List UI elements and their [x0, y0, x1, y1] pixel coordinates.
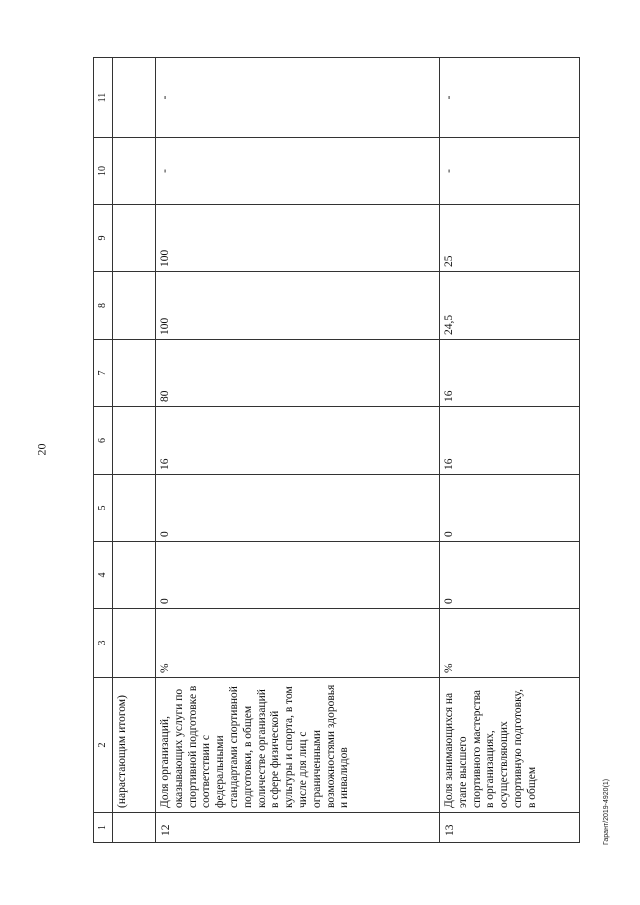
column-number: 7 [94, 340, 113, 407]
column-number: 9 [94, 205, 113, 272]
value-cell: 24,5 [440, 272, 580, 340]
value-cell: 80 [156, 340, 440, 407]
unit-cell: % [440, 609, 580, 678]
value-cell: 25 [440, 205, 580, 272]
value-cell: 100 [156, 272, 440, 340]
row-number: 12 [156, 813, 440, 843]
value-cell: - [156, 138, 440, 205]
column-number: 5 [94, 475, 113, 542]
value-cell: 0 [440, 542, 580, 609]
value-cell: 16 [440, 407, 580, 475]
footer-code: Гарант/2019-4920(1) [603, 778, 610, 845]
value-cell: - [440, 58, 580, 138]
value-cell: 0 [440, 475, 580, 542]
value-cell: - [156, 58, 440, 138]
column-number: 10 [94, 138, 113, 205]
value-cell: 16 [156, 407, 440, 475]
value-cell: 0 [156, 542, 440, 609]
column-number: 6 [94, 407, 113, 475]
unit-cell: % [156, 609, 440, 678]
row-number: 13 [440, 813, 580, 843]
column-number: 8 [94, 272, 113, 340]
value-cell: - [440, 138, 580, 205]
column-number-row [94, 58, 113, 843]
indicator-name: Доля занимающихся на этапе высшего спортивного мастерства в организациях, осуществляющих спортивную подготовку, в общем [440, 678, 580, 813]
value-cell: 0 [156, 475, 440, 542]
column-number: 11 [94, 58, 113, 138]
indicator-table [93, 58, 580, 843]
value-cell: 100 [156, 205, 440, 272]
column-number: 4 [94, 542, 113, 609]
value-cell: 16 [440, 340, 580, 407]
continuation-text: (нарастающим итогом) [113, 678, 156, 813]
page-number: 20 [34, 443, 49, 456]
column-number: 1 [94, 813, 113, 843]
column-number: 2 [94, 678, 113, 813]
indicator-name: Доля организаций, оказывающих услуги по спортивной подготовке в соответствии с федеральными стандартами спортивной подготовки, в общем количестве организаций в сфере физической культуры и спорта, в том числе для лиц с ограниченными возможностями здоровья и инвалидов [156, 678, 440, 813]
table-row [113, 58, 156, 843]
table-row [156, 58, 440, 843]
column-number: 3 [94, 609, 113, 678]
table-row [440, 58, 580, 843]
